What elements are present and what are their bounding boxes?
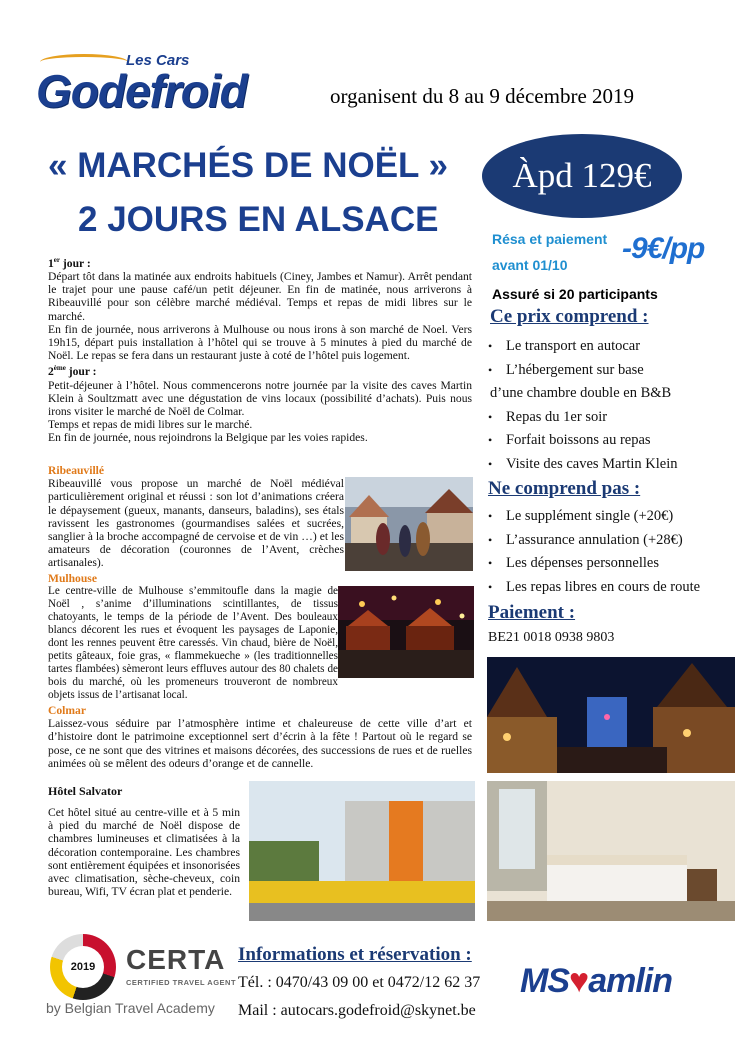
- payment-iban: BE21 0018 0938 9803: [488, 630, 615, 645]
- subtitle: organisent du 8 au 9 décembre 2019: [330, 84, 635, 108]
- msamlin-amlin: amlin: [588, 962, 672, 1000]
- colmar-heading: Colmar: [48, 704, 86, 717]
- colmar-photo: [487, 657, 735, 773]
- certa-by: by Belgian Travel Academy: [46, 1000, 215, 1016]
- phone-line: Tél. : 0470/43 09 00 et 0472/12 62 37: [238, 974, 481, 991]
- mulhouse-section-a: [48, 572, 338, 585]
- price-label: Àpd 129€: [512, 156, 652, 195]
- day1-paragraph-b: En fin de journée, nous arriverons à Mulhouse ou nous irons à son marché de Noel. Vers 19h15, départ puis installation à l’hôtel qui se trouve à 5 minutes à pied du marché de Noël. Le repas se fera dans un restaurant juste à coté de l’hôtel puis logement.: [48, 322, 472, 363]
- colmar-paragraph: Laissez-vous séduire par l’atmosphère intime et chaleureuse de cette ville d’art et d’histoire dont le patrimoine exceptionnel sert d’écrin à la fête ! Partout où le regard se pose, ce ne sont que des vitrines et maisons décorées, des successions de rues et de ruelles animées où se mêlent des odeurs d’orange et de cannelle.: [48, 717, 472, 770]
- list-item: • L’hébergement sur base: [486, 359, 736, 383]
- info-heading: Informations et réservation :: [238, 944, 472, 965]
- colmar-section: [48, 704, 472, 770]
- includes-list: [486, 335, 736, 476]
- bullet-icon: •: [488, 433, 493, 447]
- logo-small-text: Les Cars: [126, 52, 190, 69]
- list-item: • Forfait boissons au repas: [486, 429, 736, 453]
- discount-badge: -9€/pp: [622, 232, 705, 265]
- min-participants: Assuré si 20 participants: [492, 286, 658, 302]
- program-text: [48, 254, 472, 445]
- page-title: « MARCHÉS DE NOËL »: [48, 146, 448, 185]
- certa-year: 2019: [62, 946, 104, 988]
- msamlin-logo: [520, 962, 672, 1001]
- certa-name: CERTA: [126, 944, 226, 975]
- certa-badge: [50, 934, 116, 1000]
- list-item: • Les repas libres en cours de route: [486, 576, 736, 600]
- list-item: • Les dépenses personnelles: [486, 552, 736, 576]
- excludes-heading: Ne comprend pas :: [488, 478, 641, 499]
- mail-link[interactable]: Mail : autocars.godefroid@skynet.be: [238, 1002, 476, 1019]
- bullet-icon: •: [488, 579, 493, 594]
- bullet-icon: •: [488, 509, 493, 523]
- ribeauville-section: [48, 464, 344, 570]
- day2-paragraph-c: En fin de journée, nous rejoindrons la Belgique par les voies rapides.: [48, 431, 368, 445]
- msamlin-mark-icon: ♥: [569, 962, 589, 1000]
- page-subtitle: 2 JOURS EN ALSACE: [78, 200, 439, 239]
- day2-paragraph-a: Petit-déjeuner à l’hôtel. Nous commencerons notre journée par la visite des caves Martin Klein à Soultzmatt avec une dégustation de vins locaux (possibilité d’achats). Puis nous irons visiter le marché de Noël de Colmar.: [48, 378, 472, 418]
- day1-heading: 1er jour :: [48, 256, 91, 270]
- msamlin-ms: MS: [520, 962, 569, 1000]
- day2-heading: 2ème jour :: [48, 364, 97, 379]
- includes-heading: Ce prix comprend :: [490, 306, 649, 327]
- hotel-exterior-photo: [249, 781, 475, 921]
- certa-tagline: CERTIFIED TRAVEL AGENT: [126, 978, 237, 987]
- list-item: • Repas du 1er soir: [486, 406, 736, 430]
- bullet-icon: •: [488, 409, 493, 424]
- list-item: • L’assurance annulation (+28€): [486, 529, 736, 553]
- list-item: • Visite des caves Martin Klein: [486, 453, 736, 477]
- bullet-icon: •: [488, 556, 493, 570]
- bullet-icon: •: [488, 339, 493, 353]
- payment-heading: Paiement :: [488, 602, 576, 623]
- list-item: • Le supplément single (+20€): [486, 505, 736, 529]
- bullet-icon: •: [488, 532, 493, 547]
- bullet-icon: •: [488, 362, 493, 377]
- hotel-room-photo: [487, 781, 735, 921]
- hotel-paragraph: Cet hôtel situé au centre-ville et à 5 min à pied du marché de Noël dispose de chambres lumineuses et climatisées à la décoration contemporaine. Les chambres sont entièrement équipées et insonorisées avec climatisation, sèche-cheveux, coin bureau, Wifi, TV écran plat et penderie.: [48, 806, 240, 899]
- resa-note: [492, 226, 607, 278]
- resa-line-1: Résa et paiement: [492, 231, 608, 247]
- day2-paragraph-b: Temps et repas de midi libres sur le marché.: [48, 418, 253, 432]
- mulhouse-paragraph: Le centre-ville de Mulhouse s’emmitoufle dans la magie de Noël , s’anime d’illuminations scintillantes, de tissus chatoyants, le temps de la période de l’Avent. Des bouleaux blancs décorent les rues et évoquent les paysages de Laponie, dont les rennes peuvent être caressés. Vin chaud, bière de Noël, petits gâteaux, foie gras, « flammekueche » (les traditionnelles tartes flambées) sèmeront leurs effluves autour des 80 chalets de bois du marché, où les promeneurs trouveront de nombreux objets issus de l’artisanat local.: [48, 585, 338, 701]
- mulhouse-heading: Mulhouse: [48, 572, 97, 585]
- day1-paragraph-a: Départ tôt dans la matinée aux endroits habituels (Ciney, Jambes et Namur). Arrêt pendant le trajet pour une pause café/un petit déjeuner. En fin de matinée, nous arriverons à Ribeauvillé pour son célèbre marché médiéval. Temps et repas de midi libres sur le marché.: [48, 270, 472, 323]
- logo-big-text: Godefroid: [36, 65, 247, 117]
- mulhouse-photo: [338, 586, 474, 678]
- certa-logo: [40, 934, 240, 1022]
- excludes-list: [486, 505, 736, 599]
- ribeauville-heading: Ribeauvillé: [48, 464, 105, 477]
- list-item-continuation: d’une chambre double en B&B: [490, 385, 672, 401]
- godefroid-logo: [36, 52, 326, 117]
- bullet-icon: •: [488, 456, 493, 471]
- ribeauville-paragraph: Ribeauvillé vous propose un marché de Noël médiéval particulièrement original et réussi : son lot d’animations créera le dépaysement (gueux, manants, danseurs, baladins), ses étals ravissent les gastronomes (gourmandises salées et sucrées, sanglier à la broche accompagné de cervoise et de vin …) et les amateurs de décoration (couronnes de l’Avent, crèches artisanales).: [48, 477, 344, 570]
- price-badge: [482, 134, 682, 218]
- resa-line-2: avant 01/10: [492, 257, 568, 273]
- list-item: • Le transport en autocar: [486, 335, 736, 359]
- ribeauville-photo: [345, 477, 473, 571]
- hotel-heading: Hôtel Salvator: [48, 784, 123, 798]
